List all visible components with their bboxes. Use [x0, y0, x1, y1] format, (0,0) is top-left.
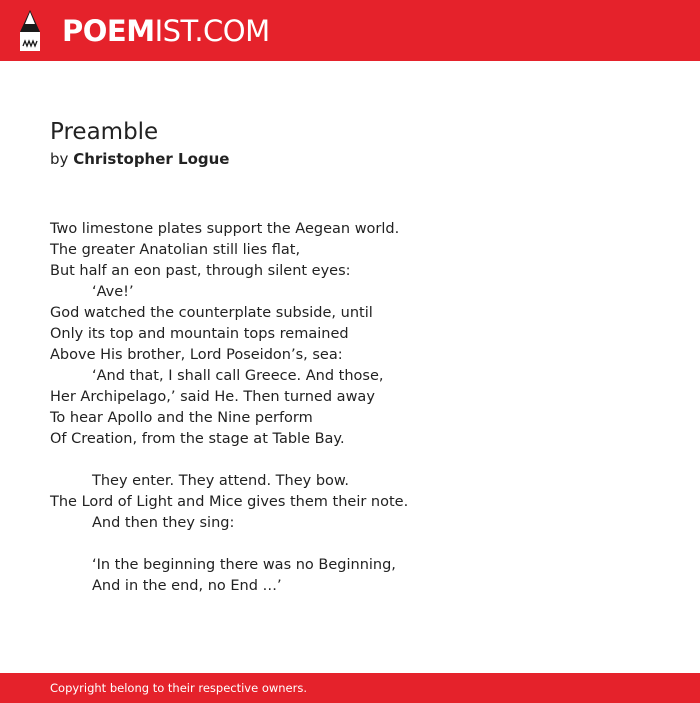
poem-line: ‘In the beginning there was no Beginning,	[92, 557, 396, 573]
pencil-icon[interactable]	[18, 10, 42, 51]
site-header	[0, 0, 700, 61]
poem-line: Of Creation, from the stage at Table Bay.	[50, 431, 345, 447]
byline-prefix: by	[50, 150, 69, 168]
poem-line: ‘Ave!’	[92, 284, 134, 300]
poem-line: God watched the counterplate subside, until	[50, 305, 373, 321]
poem-line: ‘And that, I shall call Greece. And those,	[92, 368, 384, 384]
copyright-text: Copyright belong to their respective owners.	[50, 681, 308, 695]
poem-line: Only its top and mountain tops remained	[50, 326, 349, 342]
site-footer	[0, 673, 700, 703]
stanza-break	[50, 450, 650, 471]
poem-line: But half an eon past, through silent eyes:	[50, 263, 351, 279]
poem-line: Above His brother, Lord Poseidon’s, sea:	[50, 347, 343, 363]
author-name[interactable]: Christopher Logue	[73, 150, 230, 168]
brand-bold: POEM	[62, 14, 155, 48]
brand-thin: IST.COM	[154, 14, 270, 48]
poem-line: Her Archipelago,’ said He. Then turned away	[50, 389, 375, 405]
poem-body	[50, 219, 650, 597]
poem-line: To hear Apollo and the Nine perform	[50, 410, 313, 426]
poem-title: Preamble	[50, 119, 159, 145]
poem-line: They enter. They attend. They bow.	[92, 473, 350, 489]
stanza-break	[50, 534, 650, 555]
poem-line: Two limestone plates support the Aegean world.	[50, 221, 400, 237]
poem-line: And in the end, no End …’	[92, 578, 282, 594]
poem-line: And then they sing:	[92, 515, 235, 531]
poem-line: The greater Anatolian still lies flat,	[50, 242, 301, 258]
poem-line: The Lord of Light and Mice gives them their note.	[50, 494, 409, 510]
byline	[50, 149, 229, 169]
site-logo[interactable]	[62, 11, 270, 51]
